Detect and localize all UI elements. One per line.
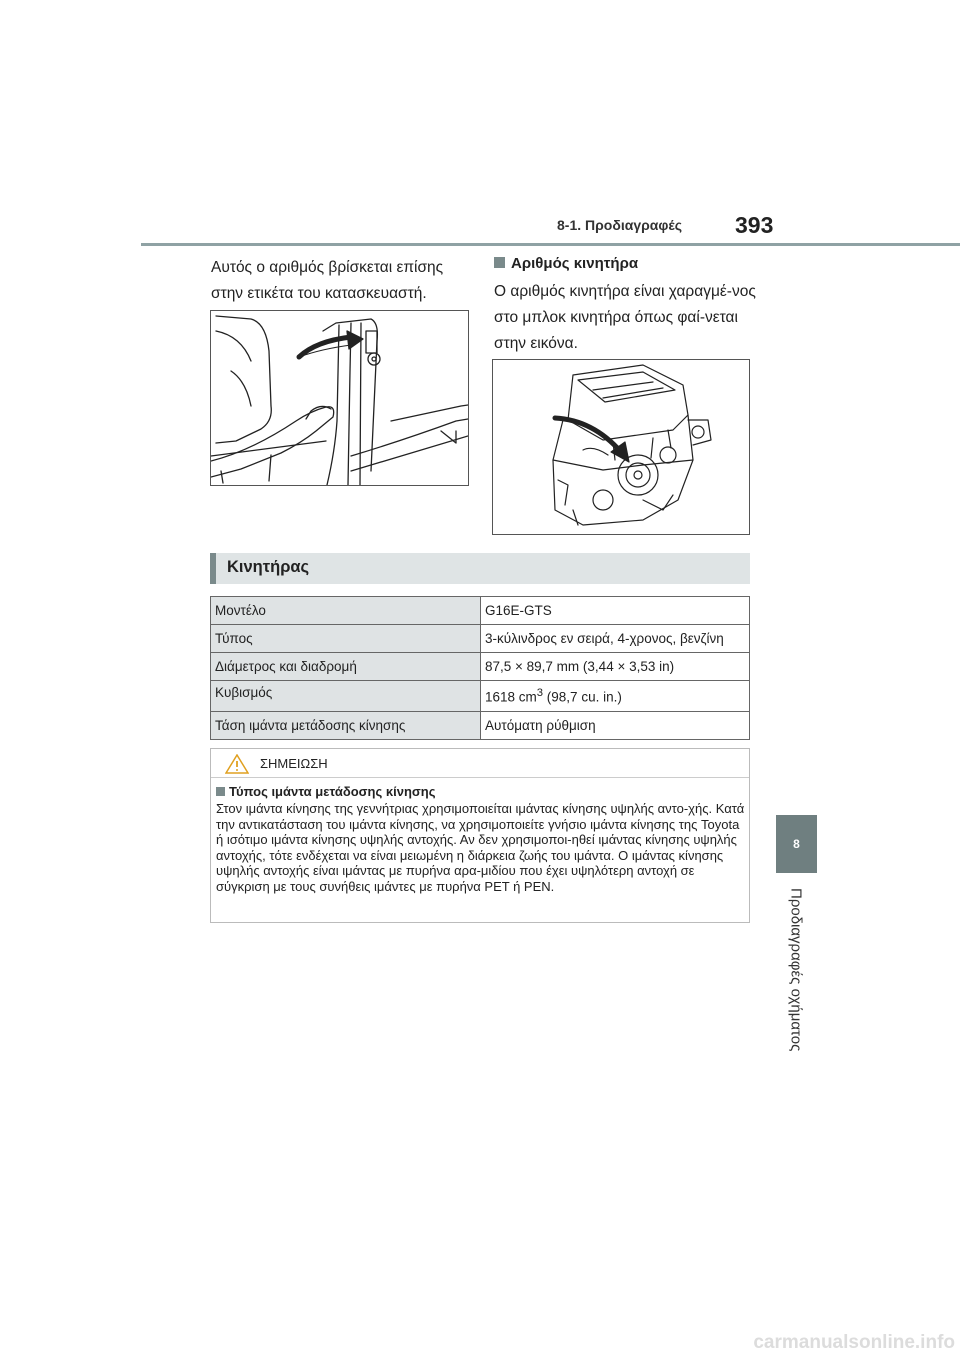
- spec-label: Τύπος: [211, 625, 481, 653]
- page-number: 393: [735, 212, 774, 238]
- table-row: [211, 653, 750, 681]
- watermark-logo: [0, 1326, 960, 1358]
- table-row: [211, 712, 750, 740]
- chapter-tab[interactable]: [776, 815, 817, 873]
- spec-value: Αυτόματη ρύθμιση: [481, 712, 750, 740]
- spec-label: Τάση ιμάντα μετάδοσης κίνησης: [211, 712, 481, 740]
- spec-label: Διάμετρος και διαδρομή: [211, 653, 481, 681]
- warning-triangle-icon: [225, 754, 249, 774]
- note-label: ΣΗΜΕΙΩΣΗ: [260, 756, 328, 771]
- engine-block-illustration: [492, 359, 750, 535]
- engine-section-title: Κινητήρας: [227, 558, 310, 576]
- spec-label: Μοντέλο: [211, 597, 481, 625]
- note-heading: Τύπος ιμάντα μετάδοσης κίνησης: [216, 784, 436, 799]
- table-row: [211, 597, 750, 625]
- engine-section-header: [210, 553, 750, 584]
- table-row: [211, 625, 750, 653]
- vin-location-paragraph: Αυτός ο αριθμός βρίσκεται επίσης στην ετικέτα του κατασκευαστή.: [211, 259, 444, 302]
- note-box: [210, 748, 750, 923]
- chapter-tab-number: 8: [793, 837, 800, 851]
- bullet-square-icon: [216, 787, 225, 796]
- door-pillar-illustration: [210, 310, 469, 486]
- table-row: [211, 681, 750, 712]
- header-section-title: 8-1. Προδιαγραφές: [557, 217, 682, 233]
- note-header: [211, 749, 749, 778]
- section-accent: [210, 553, 216, 584]
- spec-value: 87,5 × 89,7 mm (3,44 × 3,53 in): [481, 653, 750, 681]
- bullet-square-icon: [494, 257, 505, 268]
- chapter-tab-label: Προδιαγραφές οχήματος: [787, 888, 805, 1052]
- spec-label: Κυβισμός: [211, 681, 481, 712]
- engine-spec-table: [210, 596, 750, 740]
- svg-text:carmanualsonline.info: carmanualsonline.info: [753, 1332, 955, 1353]
- spec-value: 3-κύλινδρος εν σειρά, 4-χρονος, βενζίνη: [481, 625, 750, 653]
- engine-number-paragraph: Ο αριθμός κινητήρα είναι χαραγμέ-νος στο μπλοκ κινητήρα όπως φαί-νεται στην εικόνα.: [494, 283, 756, 352]
- note-body: Στον ιμάντα κίνησης της γεννήτριας χρησιμοποιείται ιμάντας κίνησης υψηλής αντο-χής. Κατά την αντικατάσταση του ιμάντα κίνησης, να χρησιμοποιείτε γνήσιο ιμάντα κίνησης της Toyota ή ισότιμο ιμάντα κίνησης υψηλής αντοχής. Αν δεν χρησιμοποι-ηθεί ιμάντας κίνησης υψηλής αντοχής, τότε ενδέχεται να είναι μειωμένη η διάρκεια ζωής του ιμάντα. Ο ιμάντας κίνησης υψηλής αντοχής είναι ιμάντας με πυρήνα αρα-μιδίου που έχει υψηλότερη αντοχή σε σύγκριση με τους συνήθεις ιμάντες με πυρήνα PET ή PEN.: [216, 801, 745, 894]
- spec-value: G16E-GTS: [481, 597, 750, 625]
- header-rule: [141, 243, 960, 246]
- engine-number-heading: Αριθμός κινητήρα: [494, 255, 638, 272]
- spec-value: 1618 $cm^3$ (98,7 cu. in.): [481, 681, 750, 712]
